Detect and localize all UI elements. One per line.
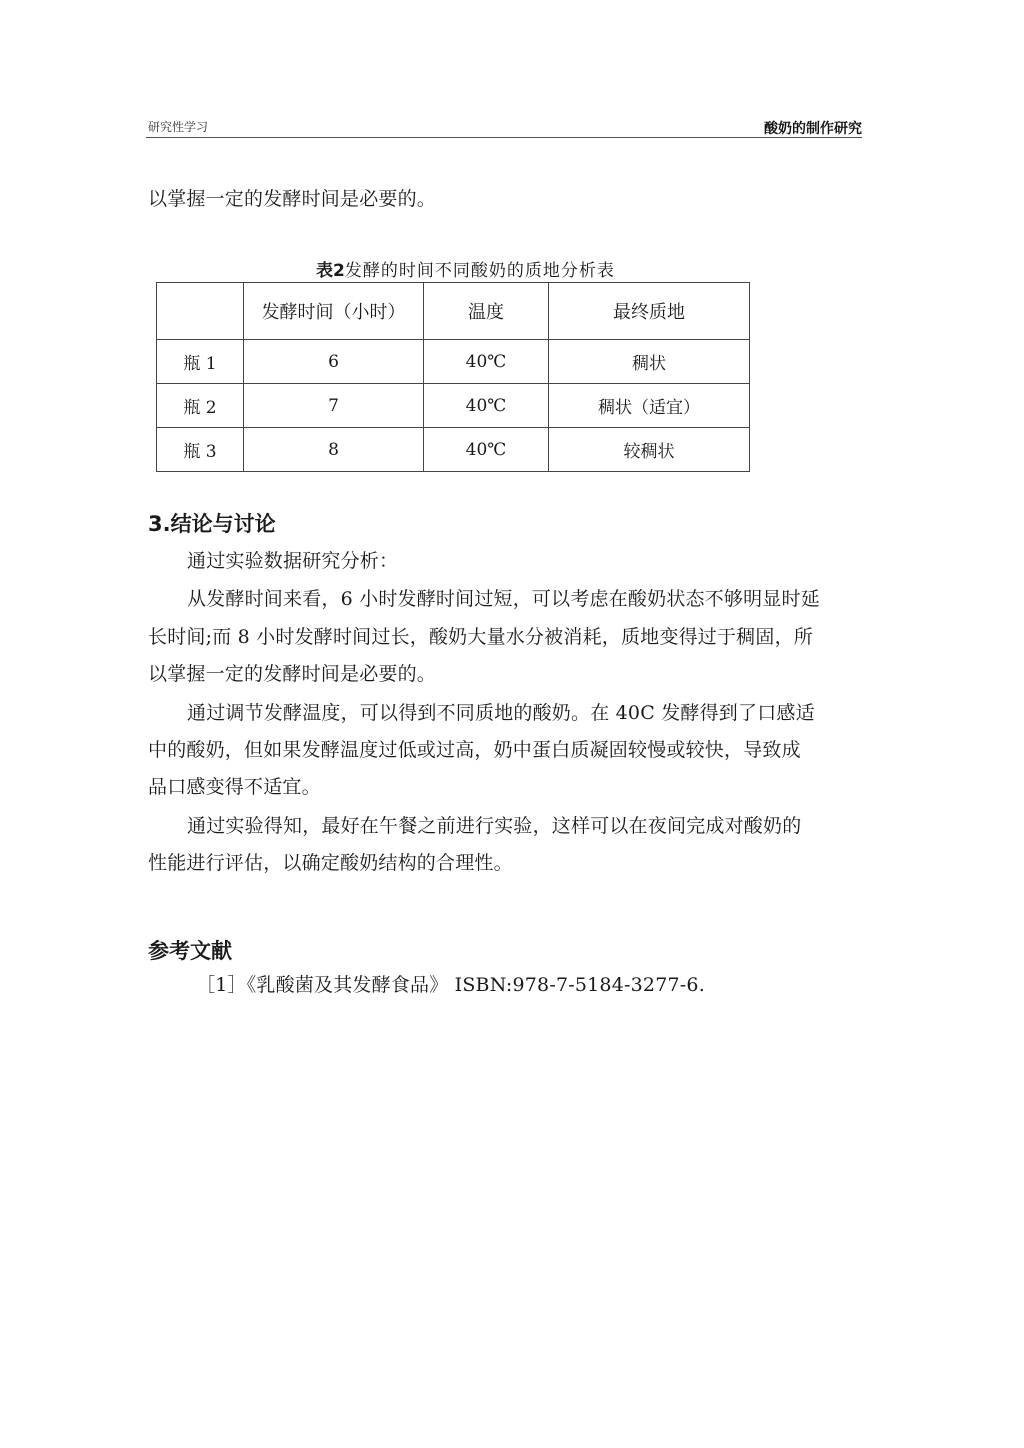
- header-left-label: 研究性学习: [148, 120, 209, 134]
- paragraph-line: 从发酵时间来看，6 小时发酵时间过短，可以考虑在酸奶状态不够明显时延: [187, 588, 820, 610]
- table-cell: 瓶 2: [157, 384, 244, 428]
- section-title-references: 参考文献: [148, 939, 232, 963]
- paragraph-line: 通过实验得知，最好在午餐之前进行实验，这样可以在夜间完成对酸奶的: [187, 815, 802, 837]
- reference-item: ［1］《乳酸菌及其发酵食品》 ISBN:978-7-5184-3277-6.: [196, 974, 705, 996]
- paragraph-line: 长时间;而 8 小时发酵时间过长，酸奶大量水分被消耗，质地变得过于稠固，所: [148, 626, 813, 648]
- table-header-cell: 发酵时间（小时）: [244, 283, 424, 340]
- table-caption: [316, 256, 615, 281]
- table-header-row: [157, 283, 750, 340]
- table-row: [157, 428, 750, 472]
- table-cell: 稠状（适宜）: [549, 384, 750, 428]
- paragraph-line: 中的酸奶，但如果发酵温度过低或过高，奶中蛋白质凝固较慢或较快，导致成: [148, 739, 801, 761]
- paragraph-line: 性能进行评估，以确定酸奶结构的合理性。: [148, 852, 513, 874]
- table-header-cell: 最终质地: [549, 283, 750, 340]
- table-cell: 40℃: [424, 384, 549, 428]
- table-header-cell: [157, 283, 244, 340]
- paragraph-line: 品口感变得不适宜。: [148, 776, 321, 798]
- table-caption-number: 表2: [316, 261, 345, 281]
- header-right-title: 酸奶的制作研究: [764, 121, 862, 137]
- table-cell: 7: [244, 384, 424, 428]
- section-title-conclusion: 3.结论与讨论: [148, 512, 276, 536]
- table-cell: 稠状: [549, 340, 750, 384]
- table-cell: 较稠状: [549, 428, 750, 472]
- table-row: [157, 340, 750, 384]
- table-header-cell: 温度: [424, 283, 549, 340]
- paragraph-line: 通过调节发酵温度，可以得到不同质地的酸奶。在 40C 发酵得到了口感适: [187, 702, 815, 724]
- table-cell: 瓶 1: [157, 340, 244, 384]
- paragraph-line: 通过实验数据研究分析：: [187, 550, 399, 572]
- table-cell: 40℃: [424, 428, 549, 472]
- table-cell: 6: [244, 340, 424, 384]
- table-cell: 40℃: [424, 340, 549, 384]
- intro-line: 以掌握一定的发酵时间是必要的。: [148, 188, 437, 210]
- table-cell: 8: [244, 428, 424, 472]
- paragraph-line: 以掌握一定的发酵时间是必要的。: [148, 663, 437, 685]
- table-caption-text: 发酵的时间不同酸奶的质地分析表: [344, 261, 615, 281]
- table-row: [157, 384, 750, 428]
- table-cell: 瓶 3: [157, 428, 244, 472]
- texture-analysis-table: [156, 282, 750, 472]
- header-divider: [146, 137, 862, 138]
